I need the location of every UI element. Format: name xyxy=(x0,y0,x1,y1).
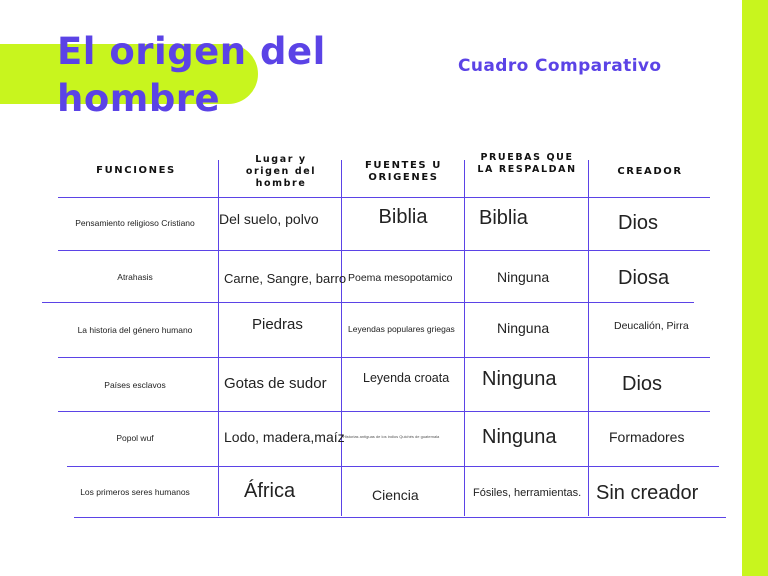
table-cell: Atrahasis xyxy=(117,272,153,282)
table-cell: Gotas de sudor xyxy=(224,375,327,392)
table-cell: Dios xyxy=(618,212,659,234)
page-title xyxy=(57,28,326,122)
row-divider xyxy=(58,357,710,358)
table-cell: Lodo, madera,maíz xyxy=(224,429,345,445)
title-line-1: El origen del xyxy=(57,30,326,73)
header-fuentes: FUENTES U ORIGENES xyxy=(364,160,442,183)
table-cell: Carne, Sangre, barro xyxy=(224,271,347,286)
subtitle: Cuadro Comparativo xyxy=(458,56,662,76)
table-cell: Biblia xyxy=(378,206,428,228)
table-cell: Ciencia xyxy=(372,487,419,503)
table-cell: Fósiles, herramientas. xyxy=(473,487,582,499)
table-cell: Pensamiento religioso Cristiano xyxy=(75,218,195,228)
table-cell: Leyenda croata xyxy=(363,371,450,385)
header-pruebas: PRUEBAS QUE LA RESPALDAN xyxy=(477,152,577,175)
accent-bar-right xyxy=(742,0,768,576)
column-divider xyxy=(464,160,465,516)
row-divider xyxy=(58,197,710,198)
row-divider xyxy=(58,250,710,251)
header-creador: CREADOR xyxy=(617,166,683,177)
table-cell: Deucalión, Pirra xyxy=(614,320,689,332)
table-cell: Popol wuf xyxy=(116,433,154,443)
table-cell: Ninguna xyxy=(497,320,550,336)
table-cell: Formadores xyxy=(609,429,685,445)
table-cell: La historia del género humano xyxy=(77,325,193,335)
column-divider xyxy=(588,160,589,516)
row-divider xyxy=(67,466,719,467)
table-cell: Del suelo, polvo xyxy=(219,211,319,227)
row-divider xyxy=(58,411,710,412)
table-cell: Ninguna xyxy=(497,269,550,285)
table-cell: Los primeros seres humanos xyxy=(80,487,190,497)
table-cell: Ninguna xyxy=(482,426,557,448)
table-cell: Sin creador xyxy=(596,482,699,504)
title-line-2: hombre xyxy=(57,77,221,120)
table-cell: Poema mesopotamico xyxy=(348,272,453,284)
row-divider xyxy=(42,302,694,303)
row-divider xyxy=(74,517,726,518)
table-cell: Ninguna xyxy=(482,368,557,390)
table-cell: Leyendas populares griegas xyxy=(348,324,455,334)
header-lugar-origen: Lugar y origen del hombre xyxy=(245,154,317,189)
table-cell: Biblia xyxy=(479,207,528,229)
table-cell: Diosa xyxy=(618,267,670,289)
table-cell: Piedras xyxy=(252,316,303,333)
header-funciones: FUNCIONES xyxy=(96,165,176,176)
table-cell: África xyxy=(244,480,296,502)
table-cell: Dios xyxy=(622,373,663,395)
table-cell: Historias antiguas de los indios Quichés de guatemala xyxy=(343,434,440,439)
table-cell: Países esclavos xyxy=(104,380,166,390)
